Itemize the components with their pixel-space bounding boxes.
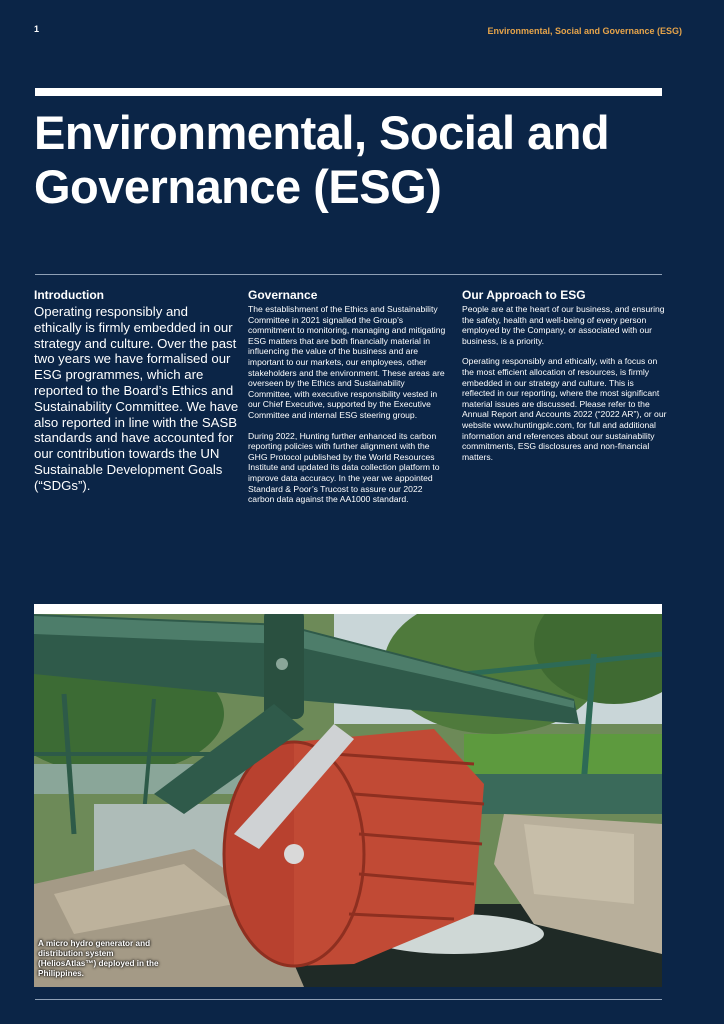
governance-paragraph: The establishment of the Ethics and Sustainability Committee in 2021 signalled the Group’s commitment to monitoring, managing and mitigating ESG matters that are both financially material in influencing the value of the business and are important to our markets, our employees, other stakeholders and the environment. These areas are overseen by the Ethics and Sustainability Committee, with executive responsibility vested in our Chief Executive, supported by the Executive Committee and internal ESG steering group. xyxy=(248,304,446,420)
running-header: Environmental, Social and Governance (ESG) xyxy=(487,26,682,36)
governance-column xyxy=(248,288,448,515)
approach-paragraph: Operating responsibly and ethically, with a focus on the most efficient allocation of resources, is firmly embedded in our strategy and culture. This is reflected in our reporting, where the most significant material issues are discussed. Please refer to the Annual Report and Accounts 2022 (“2022 AR”), or our website www.huntingplc.com, for full and additional information and references about our sustainability commitments, ESG disclosures and non-financial matters. xyxy=(462,356,667,462)
governance-heading: Governance xyxy=(248,288,318,302)
hydro-generator-photo xyxy=(34,604,662,987)
approach-paragraph: People are at the heart of our business, and ensuring the safety, health and well-being of every person employed by the Company, or associated with our business, is a priority. xyxy=(462,304,665,346)
page-title: Environmental, Social and Governance (ESG) xyxy=(34,106,610,213)
photo-caption: A micro hydro generator and distribution system (HeliosAtlas™) deployed in the Philippines. xyxy=(38,939,159,978)
photo-top-rule xyxy=(34,604,662,614)
approach-heading: Our Approach to ESG xyxy=(462,288,586,302)
introduction-column xyxy=(34,288,239,494)
introduction-body: Operating responsibly and ethically is firmly embedded in our strategy and culture. Over the past two years we have formalised our ESG programmes, which are reported to the Board’s Ethics and Sustainability Committee. We have also reported in line with the SASB standards and have accounted for our contribution towards the UN Sustainable Development Goals (“SDGs”). xyxy=(34,304,239,493)
footer-divider xyxy=(35,999,662,1000)
governance-paragraph: During 2022, Hunting further enhanced its carbon reporting policies with further alignment with the GHG Protocol published by the World Resources Institute and updated its data collection platform to improve data accuracy. In the year we appointed Standard & Poor’s Trucost to assure our 2022 carbon data against the AA1000 standard. xyxy=(248,430,440,505)
introduction-heading: Introduction xyxy=(34,288,104,302)
section-divider xyxy=(35,274,662,275)
approach-column xyxy=(462,288,667,472)
page-number: 1 xyxy=(34,24,40,34)
top-rule xyxy=(35,88,662,96)
